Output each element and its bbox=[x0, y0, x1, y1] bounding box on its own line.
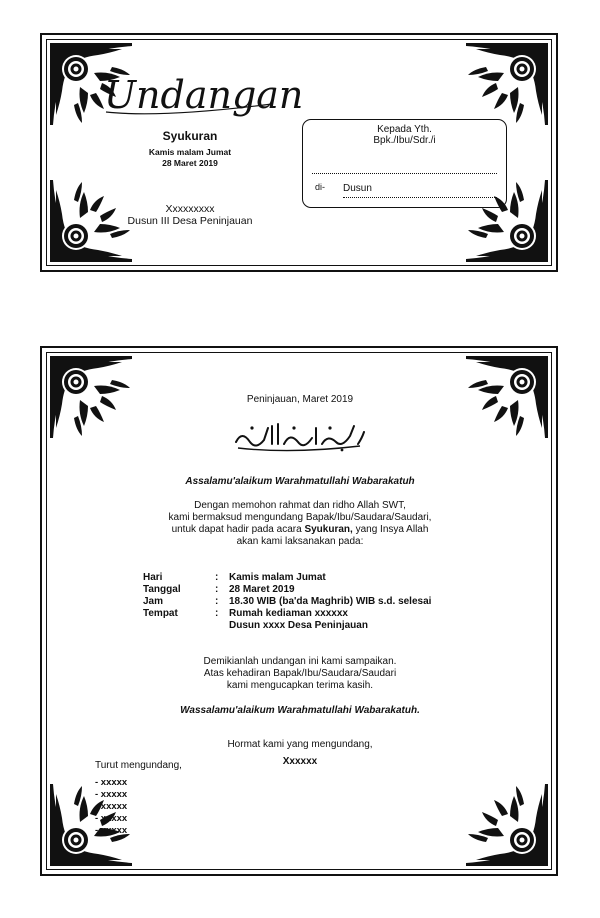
recipient-line2: Bpk./Ibu/Sdr./i bbox=[373, 135, 436, 146]
detail-colon: : bbox=[215, 596, 219, 607]
event-day-date bbox=[110, 147, 270, 169]
detail-row bbox=[143, 584, 431, 596]
closing-line: Atas kehadiran Bapak/Ibu/Saudara/Saudari bbox=[203, 668, 397, 679]
detail-value: 18.30 WIB (ba'da Maghrib) WIB s.d. selesai bbox=[229, 596, 432, 607]
co-inviters-label: Turut mengundang, bbox=[95, 760, 182, 771]
event-date: 28 Maret 2019 bbox=[162, 158, 218, 168]
closing-line: kami mengucapkan terima kasih. bbox=[226, 680, 374, 691]
detail-key: Hari bbox=[143, 572, 163, 583]
address-di-label: di- bbox=[315, 182, 326, 192]
intro-line: kami bermaksud mengundang Bapak/Ibu/Saudara/Saudari, bbox=[168, 512, 432, 523]
detail-value: Kamis malam Jumat bbox=[229, 572, 326, 583]
detail-colon: : bbox=[215, 608, 219, 619]
intro-event-name: Syukuran, bbox=[304, 524, 353, 535]
address-line bbox=[343, 197, 497, 198]
detail-key: Tanggal bbox=[143, 584, 181, 595]
list-item: - xxxxx bbox=[95, 825, 128, 836]
host-info bbox=[100, 203, 280, 227]
address-box bbox=[302, 119, 507, 208]
event-day: Kamis malam Jumat bbox=[148, 147, 232, 157]
closing-line: Demikianlah undangan ini kami sampaikan. bbox=[203, 656, 397, 667]
detail-row bbox=[143, 596, 431, 608]
list-item: - xxxxx bbox=[95, 801, 128, 812]
closing-greeting: Wassalamu'alaikum Warahmatullahi Wabarakatuh. bbox=[180, 705, 420, 716]
detail-key: Tempat bbox=[143, 608, 178, 619]
floral-corner-ornament-icon bbox=[466, 43, 548, 125]
invitation-title bbox=[102, 73, 304, 118]
host-name: Xxxxxxxxx bbox=[165, 203, 215, 215]
list-item: - xxxxx bbox=[95, 789, 128, 800]
signature-name: Xxxxxx bbox=[282, 756, 318, 767]
intro-line: akan kami laksanakan pada: bbox=[236, 536, 364, 547]
intro-line: Dengan memohon rahmat dan ridho Allah SWT, bbox=[194, 500, 406, 511]
event-details bbox=[143, 572, 431, 632]
detail-value: Rumah kediaman xxxxxx bbox=[229, 608, 348, 619]
opening-greeting: Assalamu'alaikum Warahmatullahi Wabarakatuh bbox=[185, 476, 415, 487]
recipient-label bbox=[303, 124, 506, 146]
recipient-name-line bbox=[312, 173, 497, 174]
intro-text: untuk dapat hadir pada acara bbox=[171, 524, 305, 535]
detail-value: 28 Maret 2019 bbox=[229, 584, 295, 595]
signature-label: Hormat kami yang mengundang, bbox=[227, 739, 373, 750]
intro-text: yang Insya Allah bbox=[352, 524, 429, 535]
list-item: - xxxxx bbox=[95, 777, 128, 788]
invitation-title-text: Undangan bbox=[104, 73, 304, 117]
list-item: - xxxxx bbox=[95, 813, 128, 824]
place-date: Peninjauan, Maret 2019 bbox=[246, 394, 354, 405]
floral-corner-ornament-icon bbox=[466, 784, 548, 866]
recipient-line1: Kepada Yth. bbox=[377, 124, 432, 135]
intro-line bbox=[0, 524, 600, 536]
co-inviters-list bbox=[95, 777, 127, 837]
host-address: Dusun III Desa Peninjauan bbox=[127, 215, 253, 227]
detail-row bbox=[143, 608, 431, 620]
event-name: Syukuran bbox=[162, 129, 218, 143]
invitation-intro bbox=[0, 500, 600, 548]
detail-value-continued: Dusun xxxx Desa Peninjauan bbox=[229, 620, 368, 631]
address-dusun: Dusun bbox=[343, 183, 372, 194]
detail-colon: : bbox=[215, 584, 219, 595]
detail-key: Jam bbox=[143, 596, 164, 607]
detail-colon: : bbox=[215, 572, 219, 583]
closing-paragraph bbox=[0, 656, 600, 692]
basmalah-calligraphy-icon bbox=[232, 420, 366, 454]
detail-row bbox=[143, 572, 431, 584]
